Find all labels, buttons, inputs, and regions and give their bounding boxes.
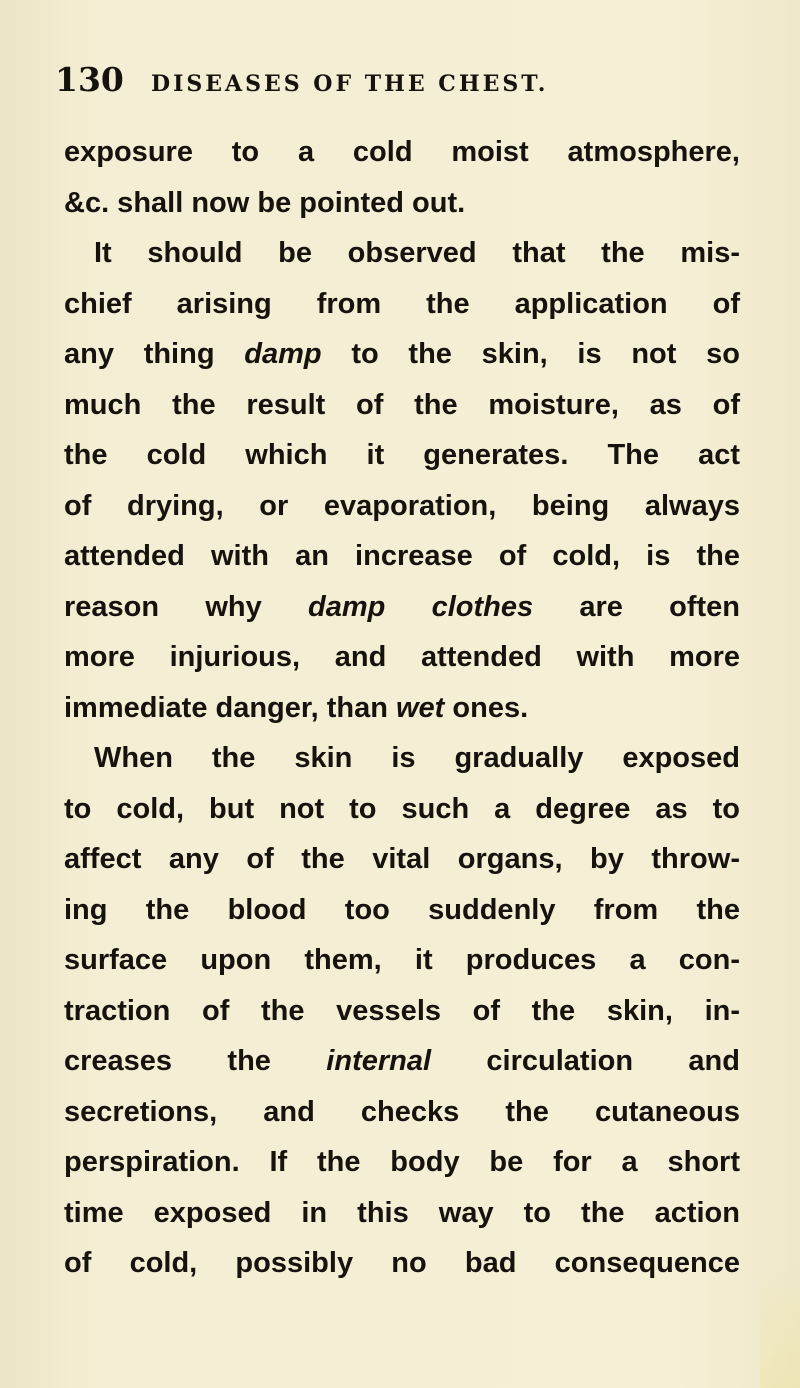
page-edge-shade bbox=[760, 1268, 800, 1388]
text-line bbox=[64, 228, 740, 279]
text-run: ones. bbox=[444, 691, 529, 724]
text-line bbox=[64, 481, 740, 532]
italic-text: wet bbox=[395, 691, 445, 724]
text-line bbox=[64, 885, 740, 936]
text-line bbox=[64, 935, 740, 986]
text-run: reason why bbox=[64, 590, 308, 623]
text-line bbox=[64, 632, 740, 683]
text-run: ing the blood too suddenly from the bbox=[64, 893, 740, 926]
page-header bbox=[55, 60, 755, 110]
italic-text: damp clothes bbox=[307, 590, 534, 623]
text-run: of cold, possibly no bad consequence bbox=[64, 1247, 740, 1279]
text-run: perspiration. If the body be for a short bbox=[64, 1146, 740, 1178]
text-run: traction of the vessels of the skin, in- bbox=[64, 994, 740, 1027]
text-line bbox=[64, 380, 740, 431]
text-line bbox=[64, 531, 740, 582]
text-line bbox=[64, 1137, 740, 1188]
text-run: any thing bbox=[64, 338, 245, 370]
text-line bbox=[64, 178, 740, 229]
text-run: secretions, and checks the cutaneous bbox=[64, 1095, 740, 1128]
text-run: chief arising from the application of bbox=[64, 287, 740, 320]
running-head: DISEASES OF THE CHEST. bbox=[150, 71, 549, 97]
text-run: creases the bbox=[64, 1045, 327, 1077]
text-line bbox=[64, 986, 740, 1037]
italic-text: damp bbox=[244, 338, 322, 370]
text-run: attended with an increase of cold, is the bbox=[64, 540, 740, 572]
text-run: It should be observed that the mis- bbox=[94, 237, 740, 269]
text-run: When the skin is gradually exposed bbox=[94, 742, 740, 774]
text-line bbox=[64, 329, 740, 380]
text-run: the cold which it generates. The act bbox=[64, 439, 740, 471]
text-line bbox=[64, 127, 740, 178]
text-run: time exposed in this way to the action bbox=[64, 1196, 740, 1229]
text-line bbox=[64, 784, 740, 835]
text-line bbox=[64, 430, 740, 481]
text-run: surface upon them, it produces a con- bbox=[64, 944, 740, 976]
text-run: of drying, or evaporation, being always bbox=[64, 489, 740, 522]
body-text bbox=[64, 127, 740, 1289]
italic-text: internal bbox=[326, 1045, 432, 1077]
text-run: &c. shall now be pointed out. bbox=[64, 186, 466, 219]
text-line bbox=[64, 683, 740, 734]
text-run: exposure to a cold moist atmosphere, bbox=[64, 136, 740, 168]
page-number: 130 bbox=[55, 60, 124, 99]
text-run: are often bbox=[533, 590, 741, 623]
text-line bbox=[64, 733, 740, 784]
text-line bbox=[64, 1188, 740, 1239]
text-line bbox=[64, 582, 740, 633]
text-line bbox=[64, 279, 740, 330]
text-run: to cold, but not to such a degree as to bbox=[64, 792, 740, 825]
text-line bbox=[64, 1087, 740, 1138]
text-run: to the skin, is not so bbox=[321, 338, 740, 370]
text-line bbox=[64, 834, 740, 885]
text-run: circulation and bbox=[431, 1045, 740, 1077]
text-run: more injurious, and attended with more bbox=[64, 641, 740, 673]
text-run: much the result of the moisture, as of bbox=[64, 388, 740, 421]
text-run: immediate danger, than bbox=[64, 691, 396, 724]
text-run: affect any of the vital organs, by throw- bbox=[64, 843, 740, 875]
text-line bbox=[64, 1036, 740, 1087]
text-line bbox=[64, 1238, 740, 1289]
